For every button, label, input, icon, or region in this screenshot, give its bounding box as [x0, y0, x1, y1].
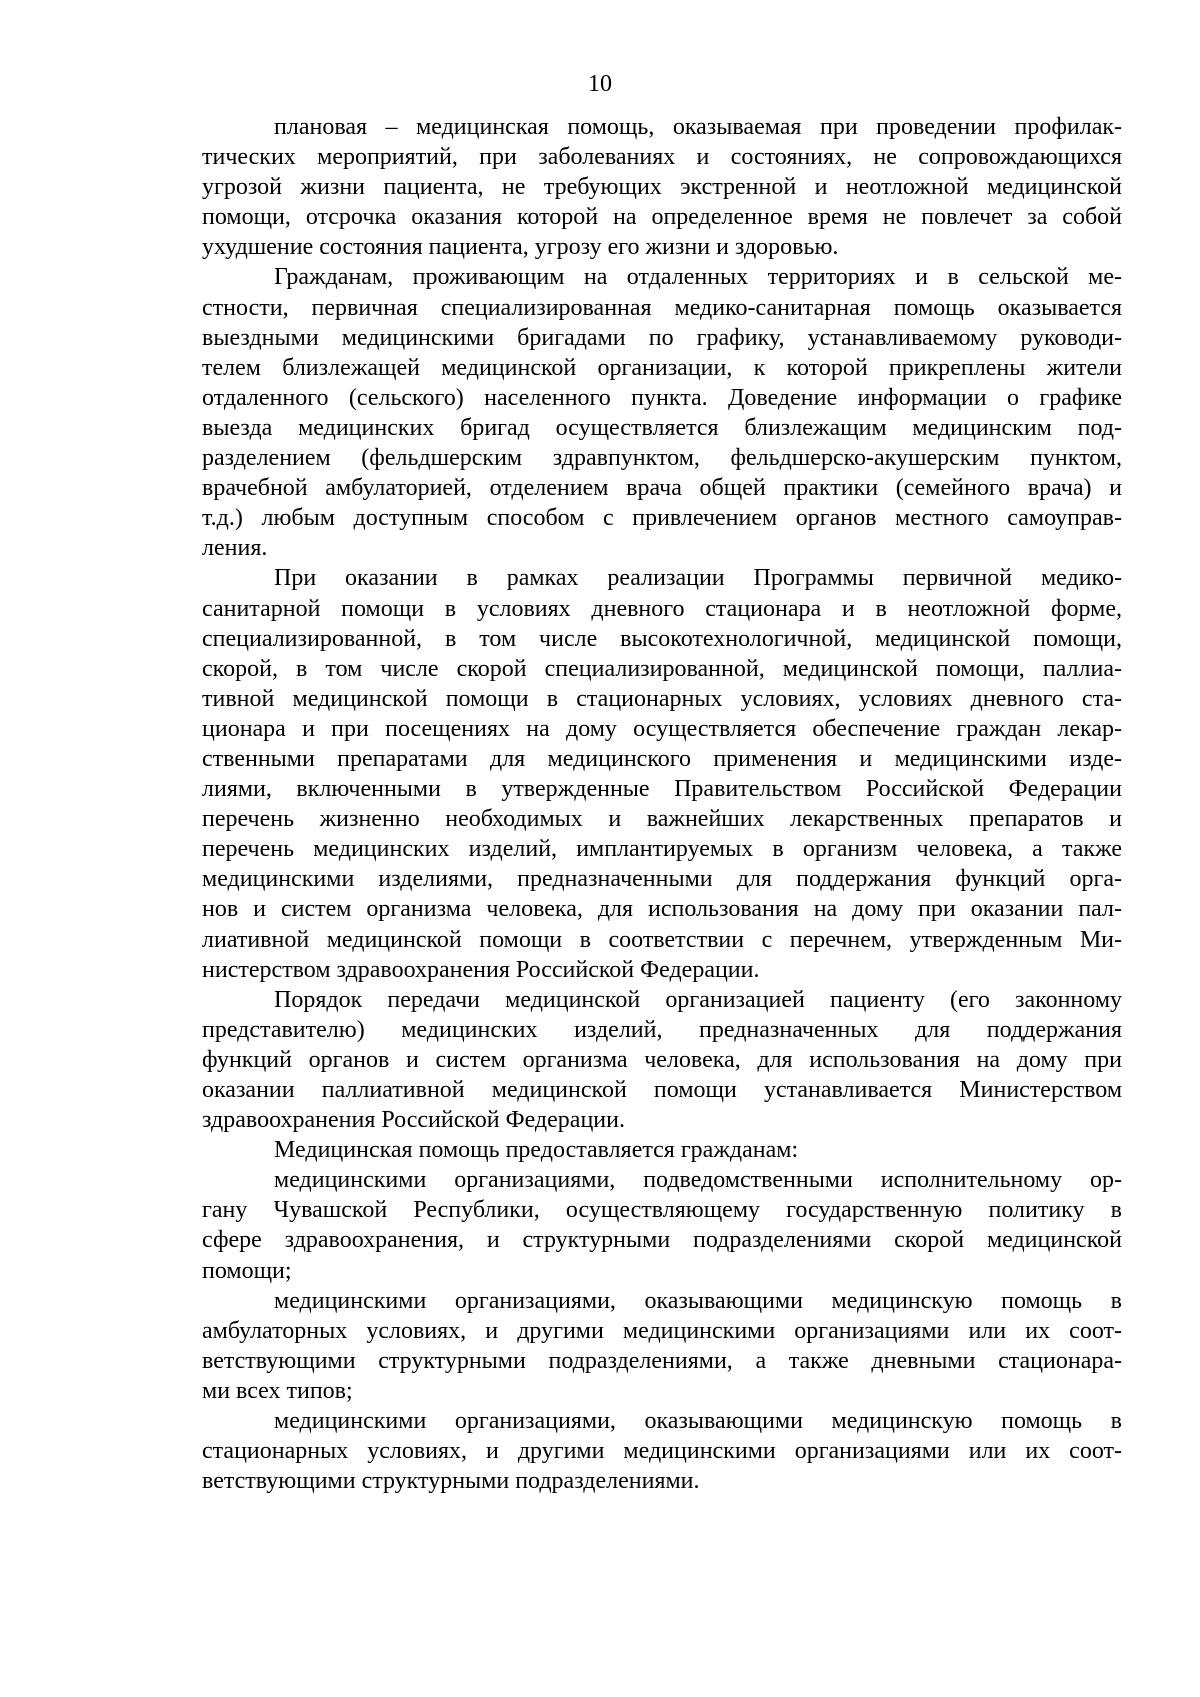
text-line: Порядок передачи медицинской организацией пациенту (его законному — [274, 986, 1122, 1013]
text-line: специализированной, в том числе высокотехнологичной, медицинской помощи, — [202, 625, 1122, 652]
paragraph — [202, 1135, 1122, 1165]
text-line: представителю) медицинских изделий, предназначенных для поддержания — [202, 1016, 1122, 1043]
paragraph — [202, 1406, 1122, 1496]
text-line: нов и систем организма человека, для использования на дому при оказании пал- — [202, 896, 1122, 923]
text-line: врачебной амбулаторией, отделением врача общей практики (семейного врача) и — [202, 475, 1122, 502]
text-line: лиативной медицинской помощи в соответствии с перечнем, утвержденным Ми- — [202, 926, 1122, 953]
text-line: медицинскими организациями, оказывающими медицинскую помощь в — [274, 1408, 1122, 1435]
text-line: нистерством здравоохранения Российской Федерации. — [202, 956, 760, 983]
text-line: разделением (фельдшерским здравпунктом, фельдшерско-акушерским пунктом, — [202, 445, 1122, 472]
text-line: перечень жизненно необходимых и важнейших лекарственных препаратов и — [202, 806, 1122, 833]
text-line: тических мероприятий, при заболеваниях и состояниях, не сопровождающихся — [202, 144, 1122, 171]
text-line: стационарных условиях, и другими медицинскими организациями или их соот- — [202, 1438, 1122, 1465]
document-body — [202, 112, 1122, 1496]
text-line: ухудшение состояния пациента, угрозу его жизни и здоровью. — [202, 234, 839, 261]
text-line: плановая – медицинская помощь, оказываемая при проведении профилак- — [274, 114, 1122, 140]
text-line: здравоохранения Российской Федерации. — [202, 1107, 625, 1134]
paragraph — [202, 563, 1122, 984]
text-line: ми всех типов; — [202, 1377, 353, 1404]
text-line: функций органов и систем организма человека, для использования на дому при — [202, 1046, 1122, 1073]
text-line: ственными препаратами для медицинского применения и медицинскими изде- — [202, 745, 1122, 772]
text-line: ления. — [202, 535, 268, 562]
text-line: выездными медицинскими бригадами по графику, устанавливаемому руководи- — [202, 324, 1122, 351]
text-line: сфере здравоохранения, и структурными подразделениями скорой медицинской — [202, 1227, 1122, 1254]
text-line: гану Чувашской Республики, осуществляющему государственную политику в — [202, 1197, 1122, 1224]
paragraph — [202, 1165, 1122, 1285]
page-number: 10 — [588, 71, 612, 97]
paragraph — [202, 1286, 1122, 1406]
paragraph — [202, 262, 1122, 563]
text-line: ционара и при посещениях на дому осуществляется обеспечение граждан лекар- — [202, 715, 1122, 742]
text-line: скорой, в том числе скорой специализированной, медицинской помощи, паллиа- — [202, 655, 1122, 682]
text-line: Гражданам, проживающим на отдаленных территориях и в сельской ме- — [274, 264, 1122, 291]
text-line: санитарной помощи в условиях дневного стационара и в неотложной форме, — [202, 595, 1122, 622]
text-line: амбулаторных условиях, и другими медицинскими организациями или их соот- — [202, 1317, 1122, 1344]
text-line: помощи; — [202, 1257, 292, 1284]
text-line: лиями, включенными в утвержденные Правительством Российской Федерации — [202, 776, 1122, 803]
text-line: медицинскими организациями, подведомственными исполнительному ор- — [274, 1167, 1122, 1194]
paragraph — [202, 985, 1122, 1135]
text-line: медицинскими изделиями, предназначенными для поддержания функций орга- — [202, 866, 1122, 893]
text-line: телем близлежащей медицинской организации, к которой прикреплены жители — [202, 354, 1122, 381]
text-line: помощи, отсрочка оказания которой на определенное время не повлечет за собой — [202, 204, 1122, 231]
text-line: При оказании в рамках реализации Программы первичной медико- — [274, 565, 1122, 592]
text-line: оказании паллиативной медицинской помощи устанавливается Министерством — [202, 1077, 1122, 1103]
text-line: ветствующими структурными подразделениями. — [202, 1468, 700, 1495]
text-line: выезда медицинских бригад осуществляется близлежащим медицинским под- — [202, 414, 1122, 441]
text-line: медицинскими организациями, оказывающими медицинскую помощь в — [274, 1287, 1122, 1314]
text-line: перечень медицинских изделий, имплантируемых в организм человека, а также — [202, 836, 1122, 863]
text-line: ветствующими структурными подразделениями, а также дневными стационара- — [202, 1347, 1122, 1374]
text-line: отдаленного (сельского) населенного пункта. Доведение информации о графике — [202, 384, 1122, 411]
text-line: Медицинская помощь предоставляется гражданам: — [274, 1137, 799, 1164]
text-line: т.д.) любым доступным способом с привлечением органов местного самоуправ- — [202, 505, 1122, 532]
text-line: угрозой жизни пациента, не требующих экстренной и неотложной медицинской — [202, 174, 1122, 201]
text-line: стности, первичная специализированная медико-санитарная помощь оказывается — [202, 294, 1122, 321]
text-line: тивной медицинской помощи в стационарных условиях, условиях дневного ста- — [202, 685, 1122, 712]
paragraph — [202, 112, 1122, 262]
